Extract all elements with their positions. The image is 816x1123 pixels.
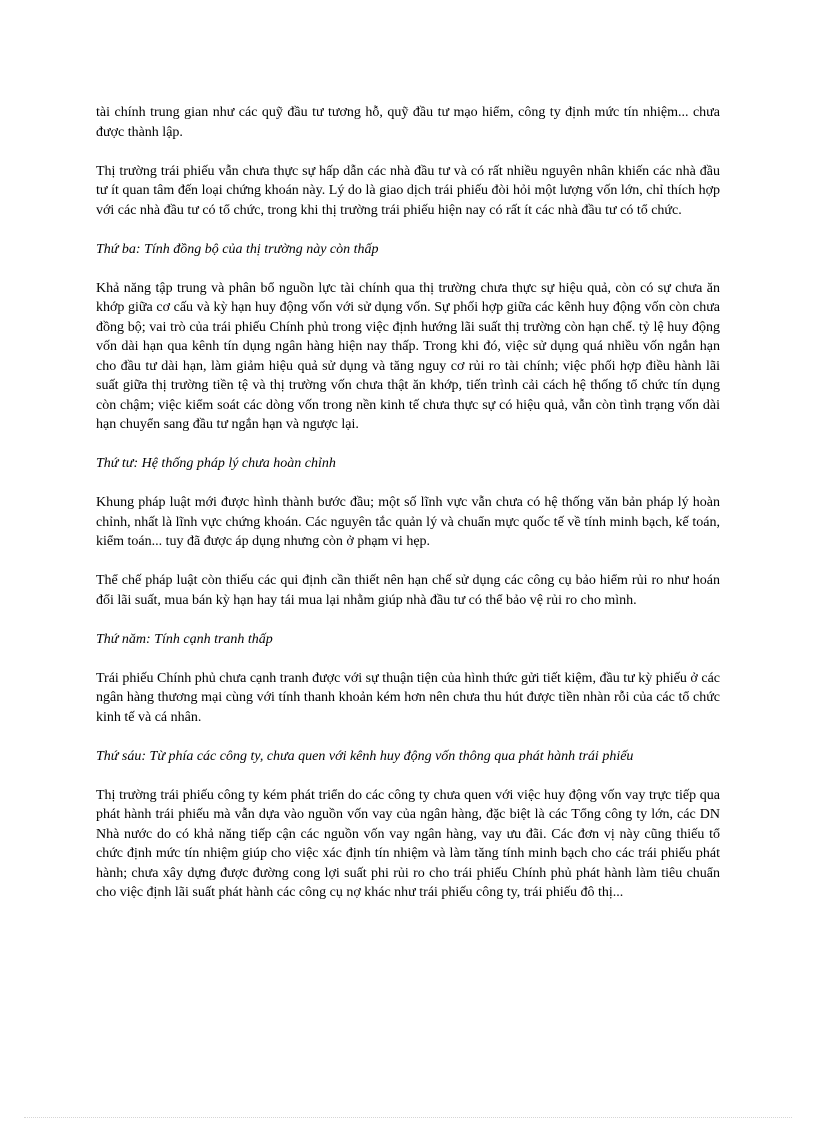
paragraph-bond-market-appeal: Thị trường trái phiếu vẫn chưa thực sự hấp dẫn các nhà đầu tư và có rất nhiều nguyên nhân khiến các nhà đầu tư ít quan tâm đến loại chứng khoán này. Lý do là giao dịch trái phiếu đòi hỏi một lượng vốn lớn, chỉ thích hợp với các nhà đầu tư có tổ chức, trong khi thị trường trái phiếu hiện nay có rất ít các nhà đầu tư có tổ chức. [96, 163, 720, 218]
heading-third-point: Thứ ba: Tính đồng bộ của thị trường này còn thấp [96, 241, 379, 257]
paragraph-corporate-bonds: Thị trường trái phiếu công ty kém phát triển do các công ty chưa quen với việc huy động vốn vay trực tiếp qua phát hành trái phiếu mà vẫn dựa vào nguồn vốn vay của ngân hàng, đặc biệt là các Tổng công ty lớn, các DN Nhà nước do có khả năng tiếp cận các nguồn vốn vay ngân hàng, vay ưu đãi. Các đơn vị này cũng thiếu tổ chức định mức tín nhiệm giúp cho việc xác định tín nhiệm và làm tăng tính minh bạch cho các trái phiếu phát hành; chưa xây dựng được đường cong lợi suất phi rủi ro cho trái phiếu Chính phủ phát hành làm tiêu chuẩn cho việc định lãi suất phát hành các công cụ nợ khác như trái phiếu công ty, trái phiếu đô thị... [96, 787, 720, 900]
heading-fifth-point: Thứ năm: Tính cạnh tranh thấp [96, 631, 273, 647]
heading-sixth-point: Thứ sáu: Từ phía các công ty, chưa quen với kênh huy động vốn thông qua phát hành trái phiếu [96, 748, 634, 764]
paragraph-competitiveness: Trái phiếu Chính phủ chưa cạnh tranh được với sự thuận tiện của hình thức gửi tiết kiệm, đầu tư kỳ phiếu ở các ngân hàng thương mại cùng với tính thanh khoản kém hơn nên chưa thu hút được tiền nhàn rỗi của các tổ chức kinh tế và cá nhân. [96, 670, 720, 725]
paragraph-legal-institutions: Thể chế pháp luật còn thiếu các qui định cần thiết nên hạn chế sử dụng các công cụ bảo hiểm rủi ro như hoán đổi lãi suất, mua bán kỳ hạn hay tái mua lại nhằm giúp nhà đầu tư có thể bảo vệ rủi ro cho mình. [96, 573, 720, 608]
heading-fourth-point: Thứ tư: Hệ thống pháp lý chưa hoàn chỉnh [96, 456, 336, 471]
page-bottom-divider [24, 1117, 792, 1118]
paragraph-legal-framework: Khung pháp luật mới được hình thành bước đầu; một số lĩnh vực vẫn chưa có hệ thống văn bản pháp lý hoàn chỉnh, nhất là lĩnh vực chứng khoán. Các nguyên tắc quản lý và chuẩn mực quốc tế về tính minh bạch, kế toán, kiểm toán... tuy đã được áp dụng nhưng còn ở phạm vi hẹp. [96, 495, 720, 549]
paragraph-intro-continuation: tài chính trung gian như các quỹ đầu tư tương hỗ, quỹ đầu tư mạo hiểm, công ty định mức tín nhiệm... chưa được thành lập. [96, 105, 720, 140]
document-body [96, 103, 720, 922]
paragraph-synchronization: Khả năng tập trung và phân bổ nguồn lực tài chính qua thị trường chưa thực sự hiệu quả, còn có sự chưa ăn khớp giữa cơ cấu và kỳ hạn huy động vốn với sử dụng vốn. Sự phối hợp giữa các kênh huy động vốn còn chưa đồng bộ; vai trò của trái phiếu Chính phủ trong việc định hướng lãi suất thị trường còn hạn chế. tỷ lệ huy động vốn dài hạn qua kênh tín dụng ngân hàng hiện nay thấp. Trong khi đó, việc sử dụng quá nhiều vốn ngắn hạn cho đầu tư dài hạn, làm giảm hiệu quả sử dụng và tăng nguy cơ rủi ro tài chính; việc phối hợp điều hành lãi suất giữa thị trường tiền tệ và thị trường vốn chưa thật ăn khớp, tiến trình cải cách hệ thống tổ chức tín dụng còn chậm; việc kiểm soát các dòng vốn trong nền kinh tế chưa thực sự có hiệu quả, vẫn còn tình trạng vốn dài hạn chuyển sang đầu tư ngắn hạn và ngược lại. [96, 280, 720, 432]
